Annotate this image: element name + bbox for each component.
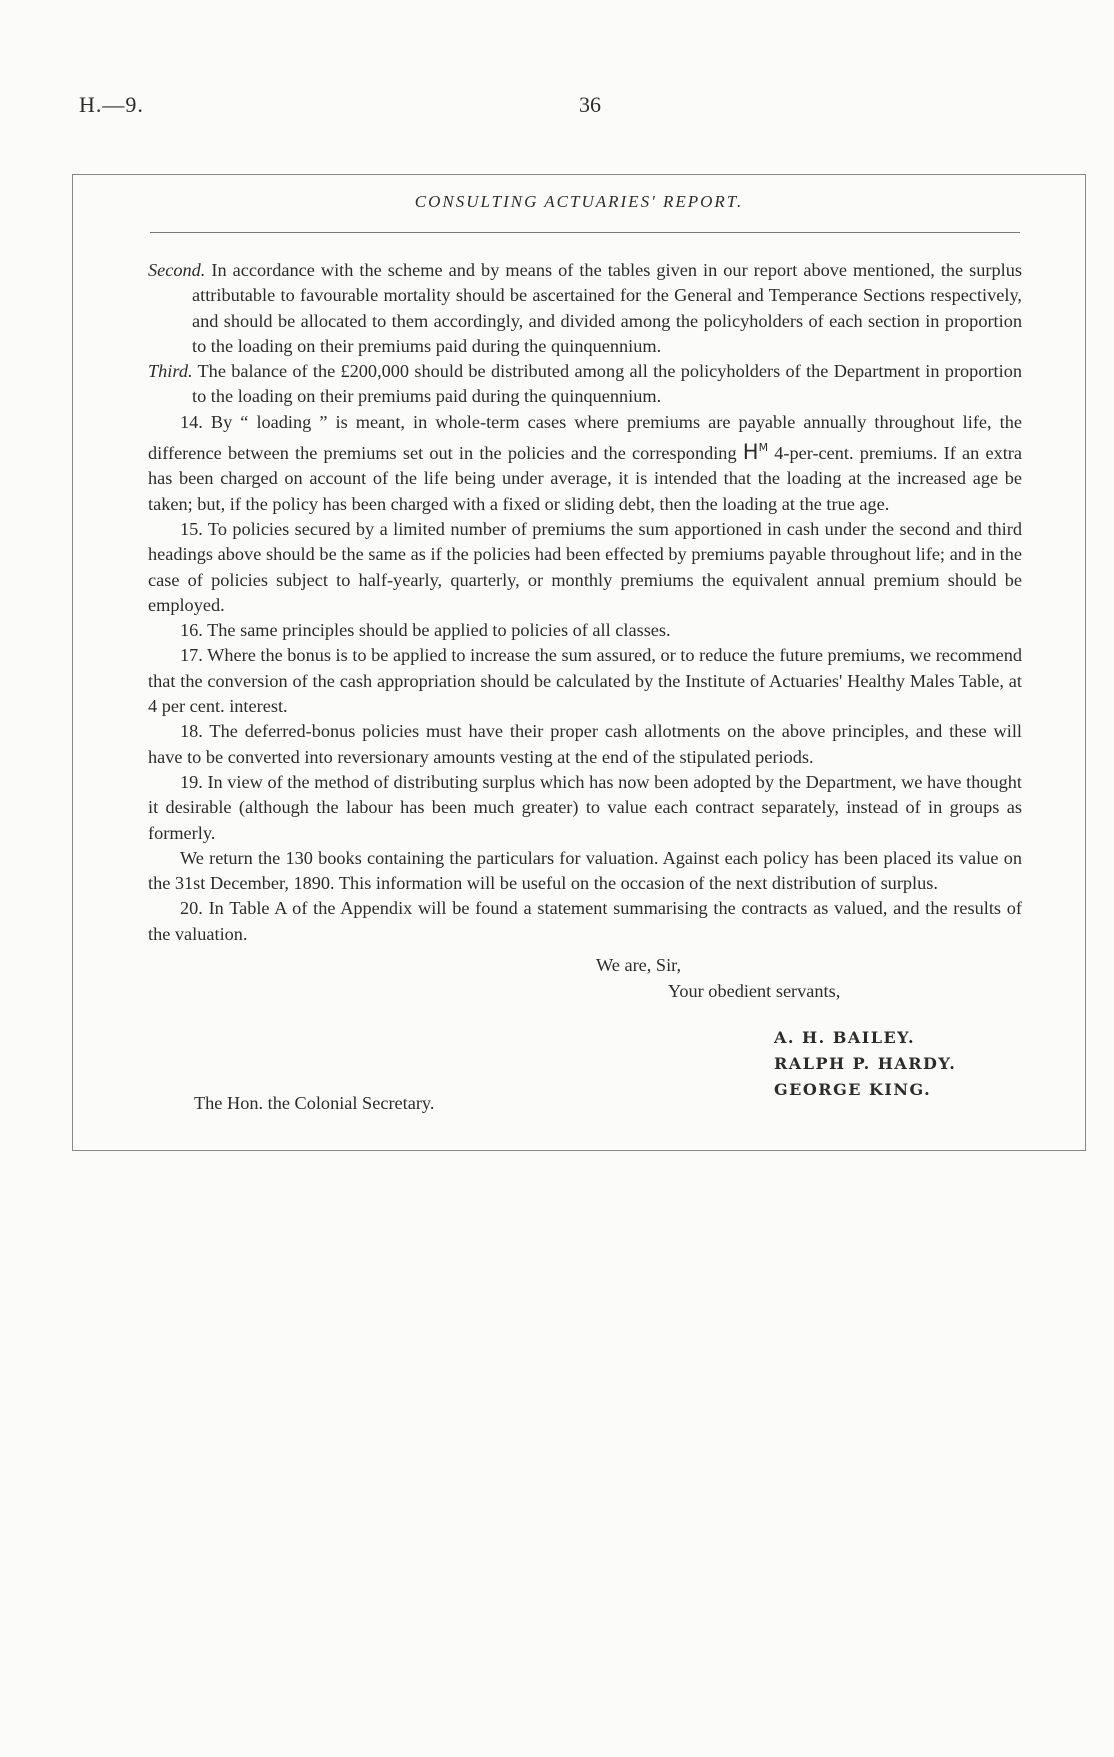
p14-part-a: 14. By “ loading ” is meant, in whole-term cases where premiums are payable annually throughout life, the difference between the premiums set out in the policies and the corresponding (148, 411, 1022, 464)
page-number: 36 (579, 92, 601, 117)
paragraph-17: 17. Where the bonus is to be applied to increase the sum assured, or to reduce the future premiums, we recommend that the conversion of the cash appropriation should be calculated by the Institute of Actuaries' Healthy Males Table, at 4 per cent. interest. (148, 645, 1022, 717)
second-label: Second. (148, 260, 206, 280)
hm-base: H (742, 440, 759, 465)
section-title: CONSULTING ACTUARIES' REPORT. (414, 192, 744, 211)
report-body (148, 258, 1022, 1127)
p14-part-b: 4-per-cent. premiums. If an extra has been charged on account of the life being under average, it is intended that the loading at the increased age be taken; but, if the policy has been charged with a fixed or sliding debt, then the loading at the true age. (148, 443, 1022, 514)
paragraph-16: 16. The same principles should be applied to policies of all classes. (180, 620, 671, 641)
addressee: The Hon. the Colonial Secretary. (194, 1093, 435, 1114)
running-head (79, 92, 1035, 122)
hm-sup: M (758, 441, 769, 455)
signatory: A. H. BAILEY. (774, 1028, 916, 1048)
paragraph-15: 15. To policies secured by a limited number of premiums the sum apportioned in cash under the second and third headings above should be the same as if the policies had been effected by premiums payable throughout life; and in the case of policies subject to half-yearly, quarterly, or monthly premiums the equivalent annual premium should be employed. (148, 518, 1022, 615)
document-code: H.—9. (79, 92, 144, 117)
second-text: In accordance with the scheme and by means of the tables given in our report above mentioned, the surplus attributable to favourable mortality should be ascertained for the General and Temperance Sections respectively, and should be allocated to them accordingly, and divided among the policyholders of each section in proportion to the loading on their premiums paid during the quinquennium. (192, 260, 1022, 356)
third-label: Third. (148, 361, 193, 382)
hm-symbol (743, 440, 768, 464)
closing-block (148, 947, 1022, 1127)
paragraph-19b: We return the 130 books containing the particulars for valuation. Against each policy has been placed its value on the 31st December, 1890. This information will be useful on the occasion of the next distribution of surplus. (148, 847, 1022, 894)
paragraph-19: 19. In view of the method of distributing surplus which has now been adopted by the Department, we have thought it desirable (although the labour has been much greater) to value each contract separately, instead of in groups as formerly. (148, 771, 1022, 843)
signatory: RALPH P. HARDY. (774, 1054, 957, 1074)
paragraph-14 (148, 410, 1022, 517)
paragraph-18: 18. The deferred-bonus policies must have their proper cash allotments on the above principles, and these will have to be converted into reversionary amounts vesting at the end of the stipulated periods. (148, 721, 1022, 767)
paragraph-20: 20. In Table A of the Appendix will be found a statement summarising the contracts as valued, and the results of the valuation. (148, 898, 1022, 944)
third-text: The balance of the £200,000 should be distributed among all the policyholders of the Department in proportion to the loading on their premiums paid during the quinquennium. (192, 361, 1022, 407)
valediction: Your obedient servants, (668, 981, 841, 1002)
title-rule (150, 232, 1020, 233)
paragraph-third (148, 359, 1022, 410)
paragraph-second (148, 258, 1022, 359)
salutation-close: We are, Sir, (596, 955, 682, 976)
signatory: GEORGE KING. (774, 1080, 932, 1100)
